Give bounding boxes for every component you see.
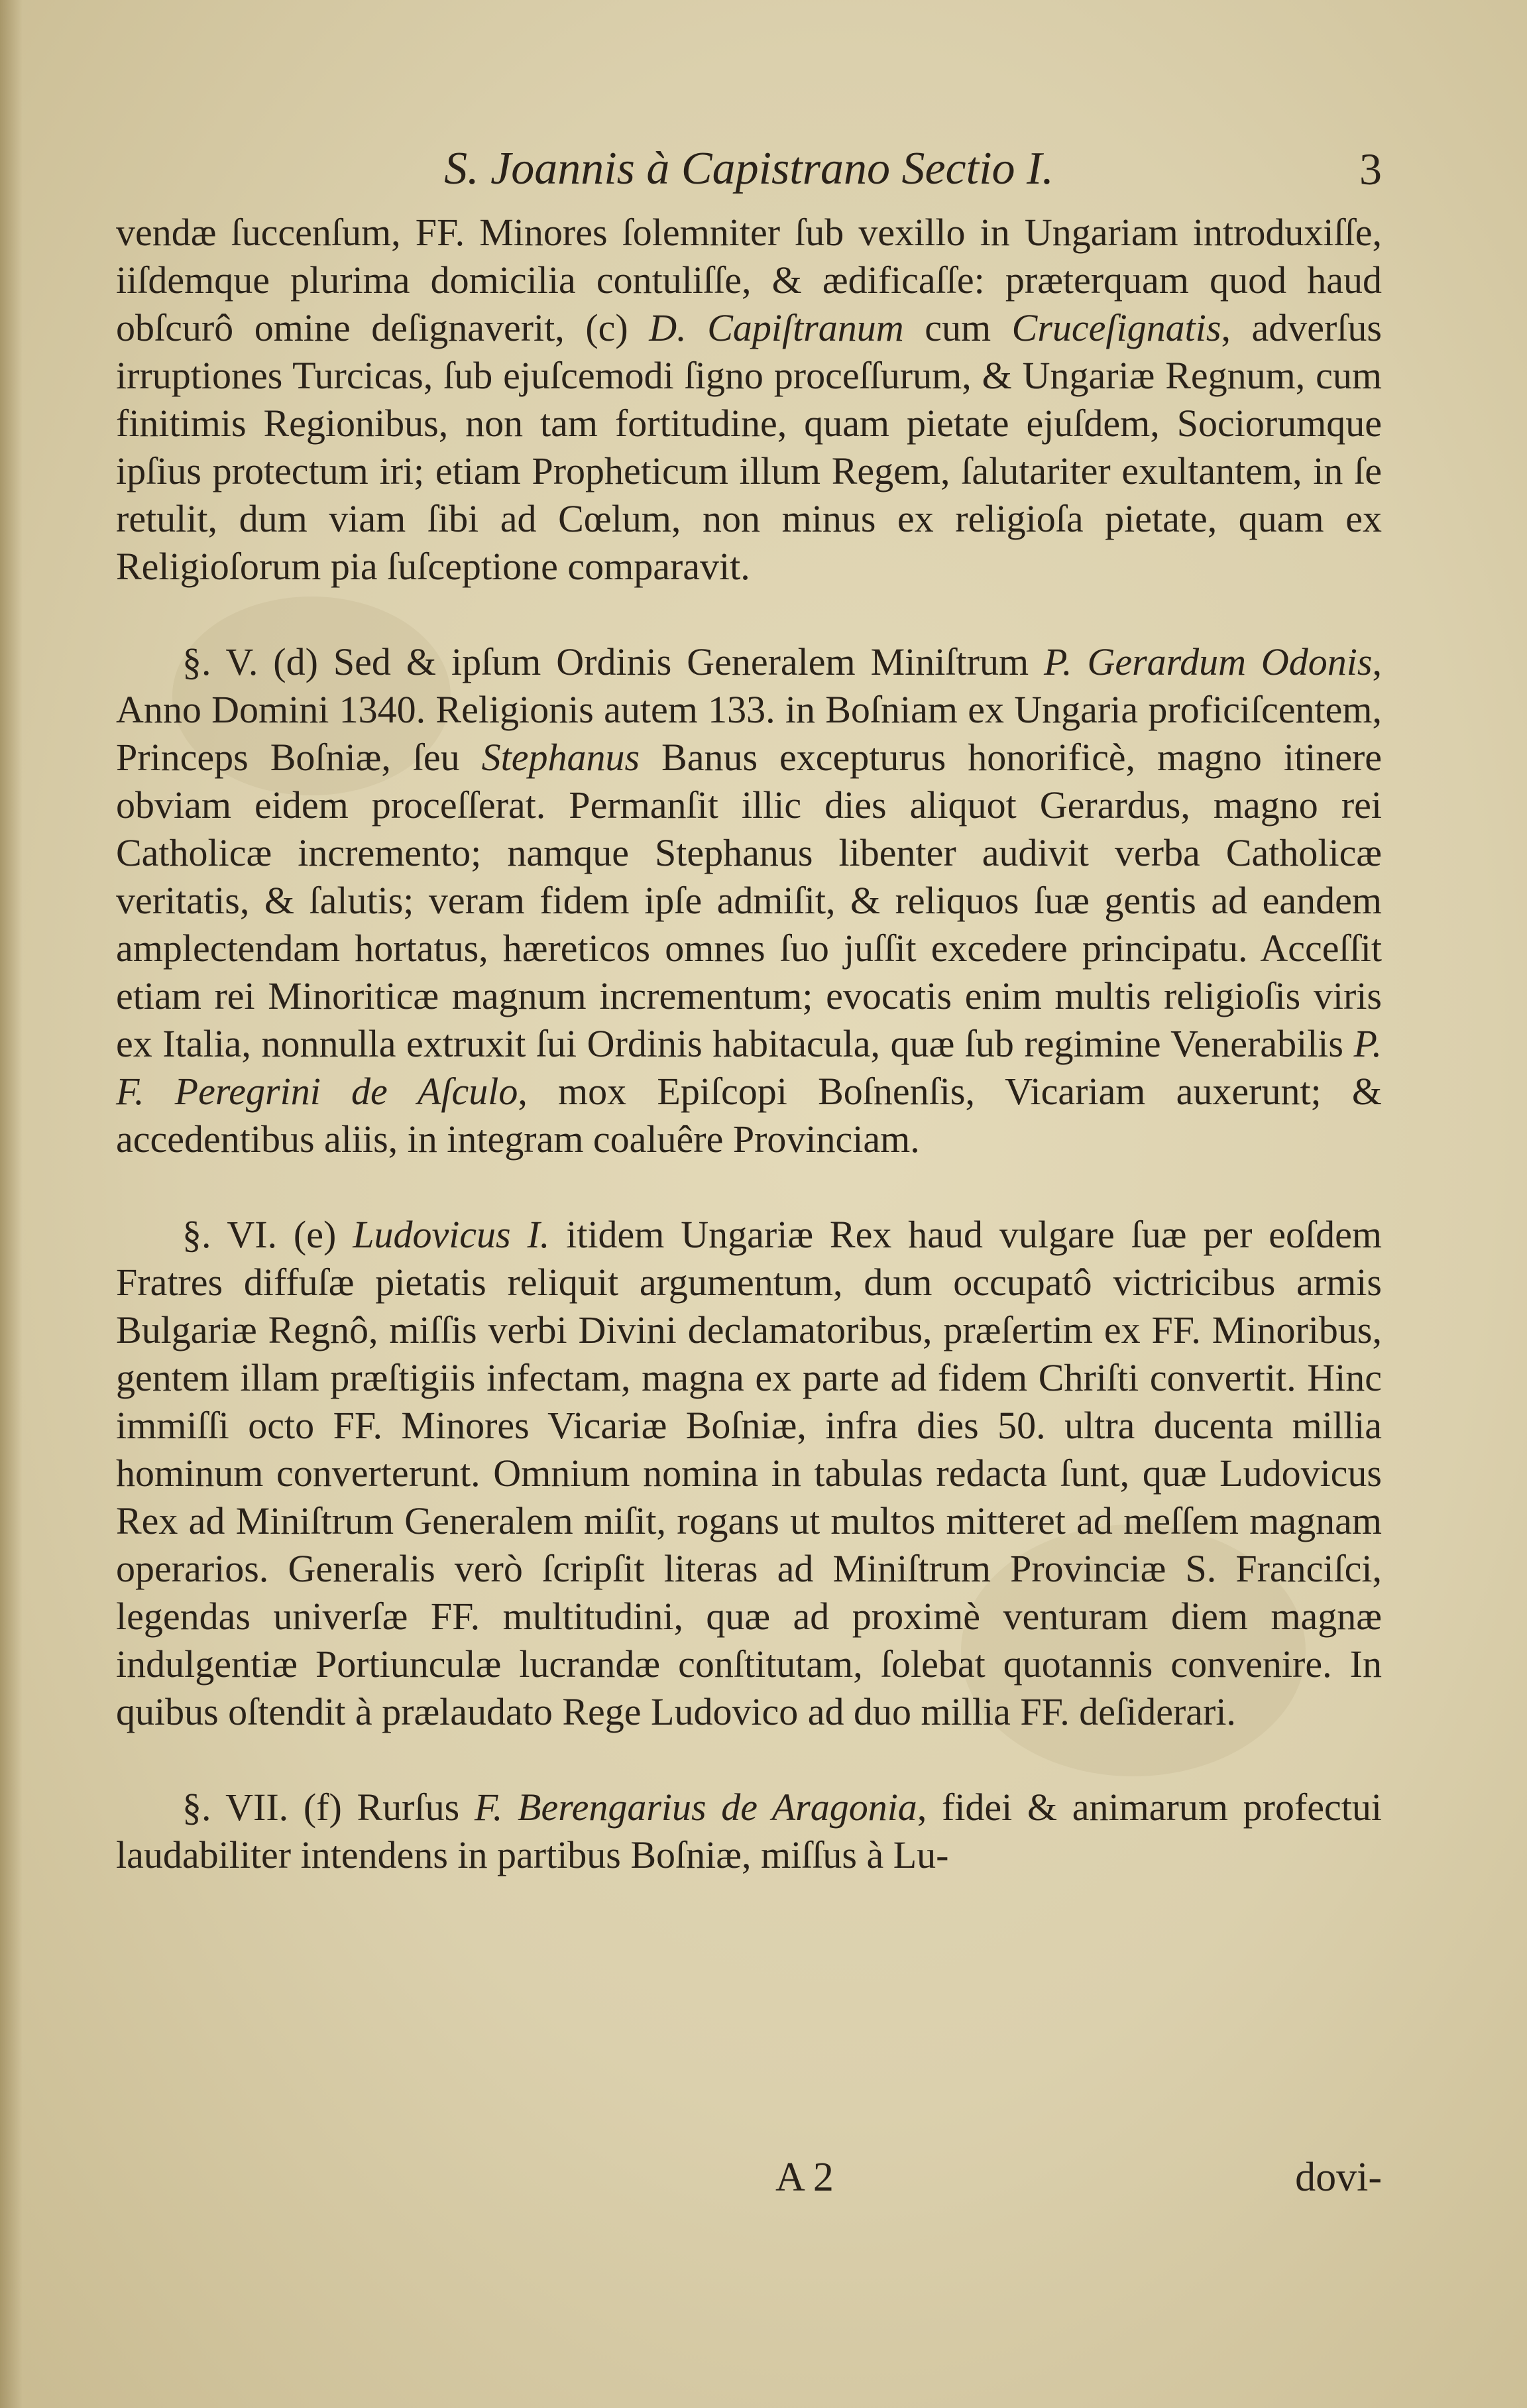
text-run: cum [903,306,1012,349]
italic-name: Stephanus [481,736,640,779]
paragraph-section-vi [116,1211,1382,1736]
italic-name: P. Gerardum Odonis [1044,640,1373,683]
page-edge-shadow [0,0,23,2408]
italic-name: Cruceſignatis [1011,306,1221,349]
text-run: §. V. (d) Sed & ipſum Ordinis Generalem Miniſtrum [182,640,1045,683]
page-number: 3 [1359,144,1382,194]
text-run: , fidei & animarum profectui laudabiliter intendens in partibus Boſniæ, miſſus à Lu- [116,1786,1382,1876]
page-footer [116,2151,1382,2204]
catchword: dovi- [1295,2155,1382,2200]
text-run: itidem Ungariæ Rex haud vulgare ſuæ per eoſdem Fratres diffuſæ pietatis reliquit argumentum, dum occupatô victricibus armis Bulgariæ Regnô, miſſis verbi Divini declamatoribus, præſertim ex FF. Minoribus, gentem illam præſtigiis infectam, magna ex parte ad fidem Chriſti convertit. Hinc immiſſi octo FF. Minores Vicariæ Boſniæ, infra dies 50. ultra ducenta millia hominum converterunt. Omnium nomina in tabulas redacta ſunt, quæ Ludovicus Rex ad Miniſtrum Generalem miſit, rogans ut multos mitteret ad meſſem magnam operarios. Generalis verò ſcripſit literas ad Miniſtrum Provinciæ S. Franciſci, legendas univerſæ FF. multitudini, quæ ad proximè venturam diem magnæ indulgentiæ Portiunculæ lucrandæ conſtitutam, ſolebat quotannis convenire. In quibus oſtendit à prælaudato Rege Ludovico ad duo millia FF. deſiderari. [116,1213,1383,1733]
italic-name: D. Capiſtranum [649,306,904,349]
text-run: , mox Epiſcopi Boſnenſis, Vicariam auxerunt; & accedentibus aliis, in integram coaluêre Provinciam. [116,1070,1383,1161]
text-run: §. VI. (e) [182,1213,353,1256]
text-run: , adverſus irruptiones Turcicas, ſub ejuſcemodi ſigno proceſſurum, & Ungariæ Regnum, cum finitimis Regionibus, non tam fortitudine, quam pietate ejuſdem, Sociorumque ipſius protectum iri; etiam Propheticum illum Regem, ſalutariter exultantem, in ſe retulit, dum viam ſibi ad Cœlum, non minus ex religioſa pietate, quam ex Religioſorum pia ſuſceptione comparavit. [116,306,1382,588]
paragraph-section-v [116,638,1382,1163]
paragraph-section-vii [116,1784,1382,1879]
italic-name: F. Berengarius de Aragonia [474,1786,917,1829]
text-run: vendæ ſuccenſum, FF. Minores ſolemniter ſub vexillo in Ungariam introduxiſſe, iiſdemque plurima domicilia contuliſſe, & ædificaſſe: præterquam quod haud obſcurô omine deſignaverit, (c) [116,211,1382,349]
paragraph-continuation [116,209,1382,591]
running-head: S. Joannis à Capistrano Sectio I. [444,143,1054,194]
signature-mark: A 2 [775,2155,834,2200]
page-body [116,209,1382,1879]
page-header [116,136,1382,202]
text-run: Banus excepturus honorificè, magno itinere obviam eidem proceſſerat. Permanſit illic dies aliquot Gerardus, magno rei Catholicæ incremento; namque Stephanus libenter audivit verba Catholicæ veritatis, & ſalutis; veram fidem ipſe admiſit, & reliquos ſuæ gentis ad eandem amplectendam hortatus, hæreticos omnes ſuo juſſit excedere principatu. Acceſſit etiam rei Minoriticæ magnum incrementum; evocatis enim multis religioſis viris ex Italia, nonnulla extruxit ſui Ordinis habitacula, quæ ſub regimine Venerabilis [116,736,1382,1065]
text-run: §. VII. (f) Rurſus [182,1786,475,1829]
italic-name: Ludovicus I. [353,1213,550,1256]
text-run: , Anno Domini 1340. Religionis autem 133. in Boſniam ex Ungaria proficiſcentem, Princeps Boſniæ, ſeu [116,640,1382,779]
italic-name: P. F. Peregrini de Aſculo [116,1022,1382,1113]
